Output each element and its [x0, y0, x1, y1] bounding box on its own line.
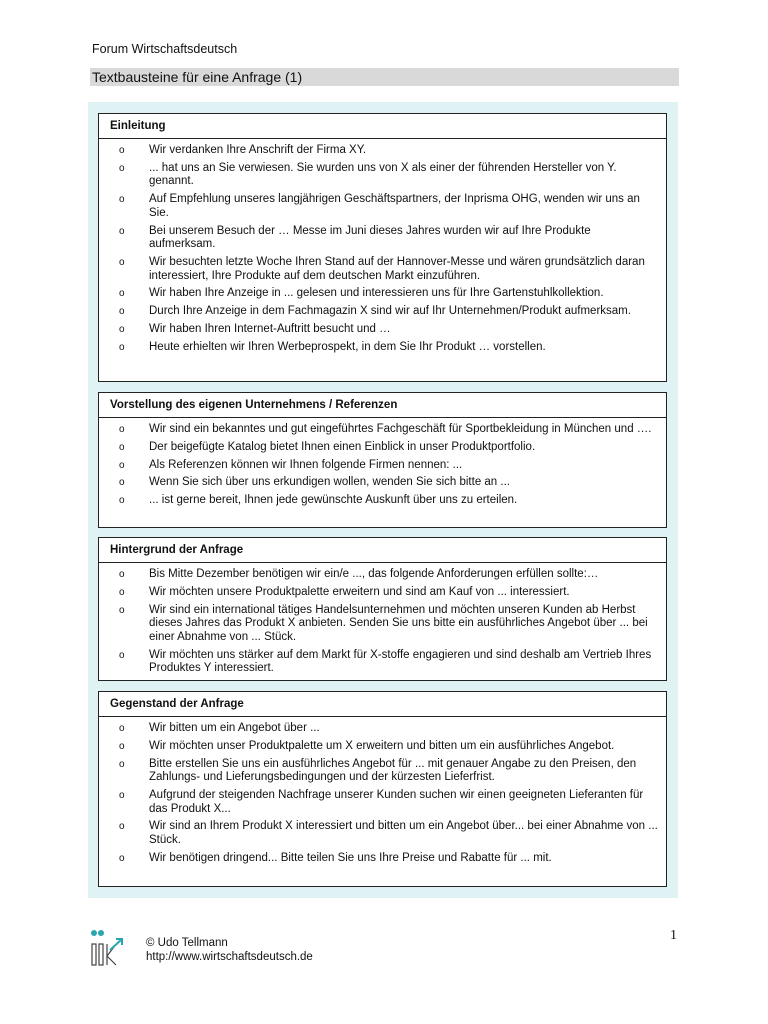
list-item-text: Bis Mitte Dezember benötigen wir ein/e ..., das folgende Anforderungen erfüllen sollte:…	[149, 568, 599, 580]
list-item-text: Wir haben Ihre Anzeige in ... gelesen und interessieren uns für Ihre Gartenstuhlkollektion.	[149, 287, 604, 300]
list-item	[99, 225, 660, 252]
list-item	[99, 740, 660, 754]
bullet-icon: o	[119, 789, 125, 801]
list-item	[99, 459, 660, 473]
section-vorstellung	[98, 392, 667, 528]
bullet-icon: o	[119, 341, 125, 353]
list-item	[99, 476, 660, 490]
list-item-text: Wir haben Ihren Internet-Auftritt besucht und …	[149, 322, 391, 335]
section-heading: Gegenstand der Anfrage	[99, 692, 666, 717]
footer	[146, 936, 313, 964]
list-item	[99, 722, 660, 736]
bullet-icon: o	[119, 758, 125, 770]
bullet-icon: o	[119, 459, 125, 471]
bullet-icon: o	[119, 162, 125, 174]
header-label: Forum Wirtschaftsdeutsch	[92, 42, 238, 56]
list-item	[99, 305, 660, 319]
page-title: Textbausteine für eine Anfrage (1)	[90, 68, 679, 86]
list-item-text: Wir möchten uns stärker auf dem Markt für X-stoffe engagieren und sind deshalb am Vertrieb Ihres Produktes Y interessiert.	[149, 648, 652, 675]
bullet-icon: o	[119, 852, 125, 864]
list-item	[99, 287, 660, 301]
list-item-text: Wir sind an Ihrem Produkt X interessiert und bitten um ein Angebot über... bei einer Abnahme von ... Stück.	[149, 820, 658, 846]
list-item-text: Aufgrund der steigenden Nachfrage unserer Kunden suchen wir einen geeigneten Lieferanten für das Produkt X...	[149, 788, 644, 815]
list-item	[99, 441, 660, 455]
list-item	[99, 604, 660, 645]
bullet-icon: o	[119, 323, 125, 335]
logo-icon	[90, 928, 126, 968]
list-item-text: Wir besuchten letzte Woche Ihren Stand auf der Hannover-Messe und wären grundsätzlich daran interessiert, Ihre Produkte auf dem deutschen Markt einzuführen.	[149, 255, 645, 282]
copyright-text: © Udo Tellmann	[146, 937, 228, 949]
list-item	[99, 256, 660, 283]
list-item	[99, 852, 660, 866]
list-item-text: Wir bitten um ein Angebot über ...	[149, 722, 320, 734]
list-item-text: Wir verdanken Ihre Anschrift der Firma XY.	[149, 144, 367, 156]
bullet-icon: o	[119, 495, 125, 507]
list-item	[99, 789, 660, 816]
list-item-text: Wenn Sie sich über uns erkundigen wollen, wenden Sie sich bitte an ...	[149, 476, 510, 489]
list-item	[99, 494, 660, 508]
section-hintergrund	[98, 537, 667, 681]
bullet-icon: o	[119, 441, 125, 453]
bullet-icon: o	[119, 225, 125, 237]
bullet-icon: o	[119, 586, 125, 598]
bullet-icon: o	[119, 306, 125, 318]
list-item	[99, 193, 660, 220]
list-item	[99, 758, 660, 785]
bullet-icon: o	[119, 569, 125, 580]
list-item	[99, 820, 660, 847]
section-einleitung	[98, 113, 667, 382]
section-heading: Hintergrund der Anfrage	[99, 538, 666, 563]
list-item-text: Wir benötigen dringend... Bitte teilen Sie uns Ihre Preise und Rabatte für ... mit.	[149, 851, 552, 864]
section-list	[99, 563, 666, 676]
bullet-icon: o	[119, 821, 125, 833]
bullet-icon: o	[119, 477, 125, 489]
list-item-text: Bitte erstellen Sie uns ein ausführliches Angebot für ... mit genauer Angabe zu den Preisen, den Zahlungs- und Lieferungsbedingungen und der kürzesten Lieferfrist.	[149, 757, 637, 784]
list-item-text: Wir sind ein international tätiges Handelsunternehmen und möchten unseren Kunden ab Herbst dieses Jahres das Produkt X anbieten. Senden Sie uns bitte ein ausführliches Angebot über ... bei einer Abnahme von ... Stück.	[149, 603, 648, 643]
website-link[interactable]: http://www.wirtschaftsdeutsch.de	[146, 951, 313, 963]
bullet-icon: o	[119, 288, 125, 300]
bullet-icon: o	[119, 145, 125, 156]
list-item	[99, 649, 660, 676]
list-item	[99, 162, 660, 189]
section-list	[99, 418, 666, 508]
section-list	[99, 139, 666, 354]
section-list	[99, 717, 666, 865]
list-item	[99, 586, 660, 600]
list-item-text: Auf Empfehlung unseres langjährigen Geschäftspartners, der Inprisma OHG, wenden wir uns an Sie.	[149, 193, 640, 219]
list-item	[99, 423, 660, 437]
bullet-icon: o	[119, 604, 125, 616]
section-gegenstand	[98, 691, 667, 887]
bullet-icon: o	[119, 723, 125, 734]
list-item-text: ... hat uns an Sie verwiesen. Sie wurden uns von X als einer der führenden Hersteller von Y. genannt.	[149, 161, 617, 188]
list-item-text: Heute erhielten wir Ihren Werbeprospekt, in dem Sie Ihr Produkt … vorstellen.	[149, 340, 546, 353]
bullet-icon: o	[119, 424, 125, 435]
list-item-text: Wir sind ein bekanntes und gut eingeführtes Fachgeschäft für Sportbekleidung in München und ….	[149, 423, 652, 435]
list-item	[99, 323, 660, 337]
list-item-text: ... ist gerne bereit, Ihnen jede gewünschte Auskunft über uns zu erteilen.	[149, 494, 518, 507]
list-item-text: Wir möchten unser Produktpalette um X erweitern und bitten um ein ausführliches Angebot.	[149, 739, 615, 752]
section-heading: Vorstellung des eigenen Unternehmens / Referenzen	[99, 393, 666, 418]
bullet-icon: o	[119, 194, 125, 206]
list-item-text: Wir möchten unsere Produktpalette erweitern und sind am Kauf von ... interessiert.	[149, 585, 570, 598]
list-item	[99, 568, 660, 582]
list-item-text: Durch Ihre Anzeige in dem Fachmagazin X sind wir auf Ihr Unternehmen/Produkt aufmerksam.	[149, 305, 631, 318]
list-item-text: Bei unserem Besuch der … Messe im Juni dieses Jahres wurden wir auf Ihre Produkte aufmerksam.	[149, 224, 591, 251]
list-item	[99, 144, 660, 158]
bullet-icon: o	[119, 649, 125, 661]
bullet-icon: o	[119, 740, 125, 752]
section-heading: Einleitung	[99, 114, 666, 139]
list-item	[99, 341, 660, 355]
page-number: 1	[670, 928, 677, 943]
list-item-text: Als Referenzen können wir Ihnen folgende Firmen nennen: ...	[149, 458, 463, 471]
bullet-icon: o	[119, 256, 125, 268]
list-item-text: Der beigefügte Katalog bietet Ihnen einen Einblick in unser Produktportfolio.	[149, 440, 536, 453]
